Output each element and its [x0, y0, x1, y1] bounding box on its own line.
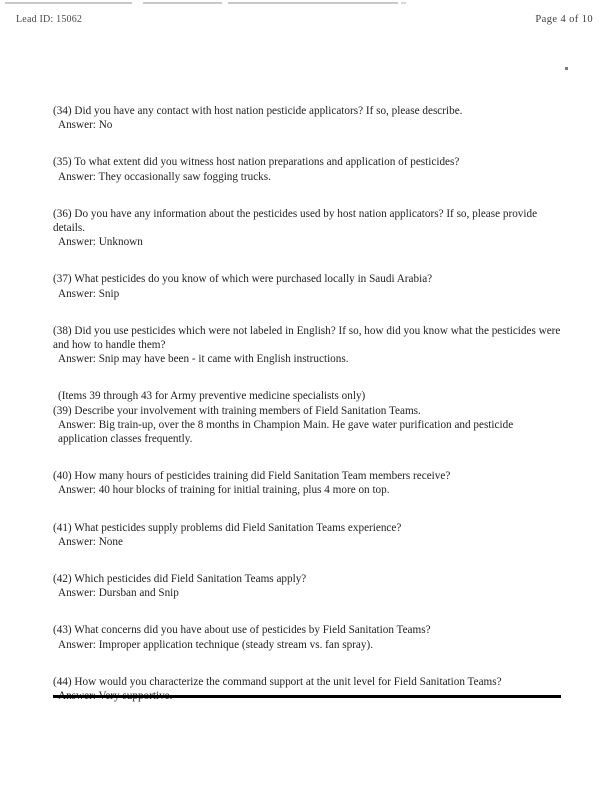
- qa-item-36: [53, 207, 561, 250]
- scan-artifact-bar: [143, 2, 222, 4]
- answer-text: Answer: Improper application technique (steady stream vs. fan spray).: [58, 638, 374, 651]
- question-text: (39) Describe your involvement with training members of Field Sanitation Teams.: [53, 404, 421, 417]
- footer-rule: [53, 695, 561, 698]
- answer-text: Answer: Big train-up, over the 8 months in Champion Main. He gave water purification and pesticide application classes frequently.: [58, 418, 514, 446]
- question-text: (35) To what extent did you witness host nation preparations and application of pesticides?: [53, 156, 460, 169]
- qa-item-44: [53, 675, 561, 703]
- answer-text: Answer: Unknown: [58, 236, 143, 249]
- answer-text: Answer: Snip may have been - it came with English instructions.: [58, 353, 349, 366]
- qa-item-41: [53, 521, 561, 549]
- answer-text: Answer: None: [58, 535, 123, 548]
- answer-text: Answer: 40 hour blocks of training for initial training, plus 4 more on top.: [58, 484, 390, 497]
- qa-item-42: [53, 572, 561, 600]
- scan-artifact-bar: [5, 2, 132, 4]
- question-text: (44) How would you characterize the command support at the unit level for Field Sanitation Teams?: [53, 675, 502, 688]
- questionnaire-content: [53, 104, 561, 703]
- scan-artifact-bar: [228, 2, 398, 4]
- answer-text: Answer: Snip: [58, 287, 120, 300]
- scan-artifact-bars: [0, 0, 611, 8]
- qa-item-35: [53, 155, 561, 183]
- scan-speck-artifact: [565, 67, 568, 70]
- question-text: (38) Did you use pesticides which were not labeled in English? If so, how did you know what the pesticides were and how to handle them?: [53, 324, 561, 352]
- qa-item-43: [53, 623, 561, 651]
- question-text: (36) Do you have any information about the pesticides used by host nation applicators? If so, please provide details.: [53, 207, 538, 235]
- qa-item-34: [53, 104, 561, 132]
- answer-text: Answer: Dursban and Snip: [58, 587, 179, 600]
- question-text: (42) Which pesticides did Field Sanitation Teams apply?: [53, 573, 307, 586]
- question-text: (37) What pesticides do you know of which were purchased locally in Saudi Arabia?: [53, 273, 433, 286]
- question-text: (34) Did you have any contact with host nation pesticide applicators? If so, please describe.: [53, 105, 463, 117]
- answer-text: Answer: They occasionally saw fogging trucks.: [58, 170, 271, 183]
- lead-id-label: Lead ID: 15062: [16, 14, 83, 25]
- qa-item-40: [53, 469, 561, 497]
- question-text: (40) How many hours of pesticides training did Field Sanitation Team members receive?: [53, 470, 451, 483]
- question-text: (43) What concerns did you have about use of pesticides by Field Sanitation Teams?: [53, 624, 431, 637]
- page-header: [0, 14, 611, 30]
- qa-item-37: [53, 272, 561, 300]
- question-text: (41) What pesticides supply problems did Field Sanitation Teams experience?: [53, 521, 402, 534]
- page-number-label: Page 4 of 10: [535, 14, 593, 25]
- qa-item-39: [53, 389, 561, 446]
- answer-text: Answer: No: [58, 119, 113, 132]
- scan-artifact-bar: [401, 2, 406, 4]
- qa-item-38: [53, 324, 561, 367]
- section-note: (Items 39 through 43 for Army preventive medicine specialists only): [58, 390, 366, 403]
